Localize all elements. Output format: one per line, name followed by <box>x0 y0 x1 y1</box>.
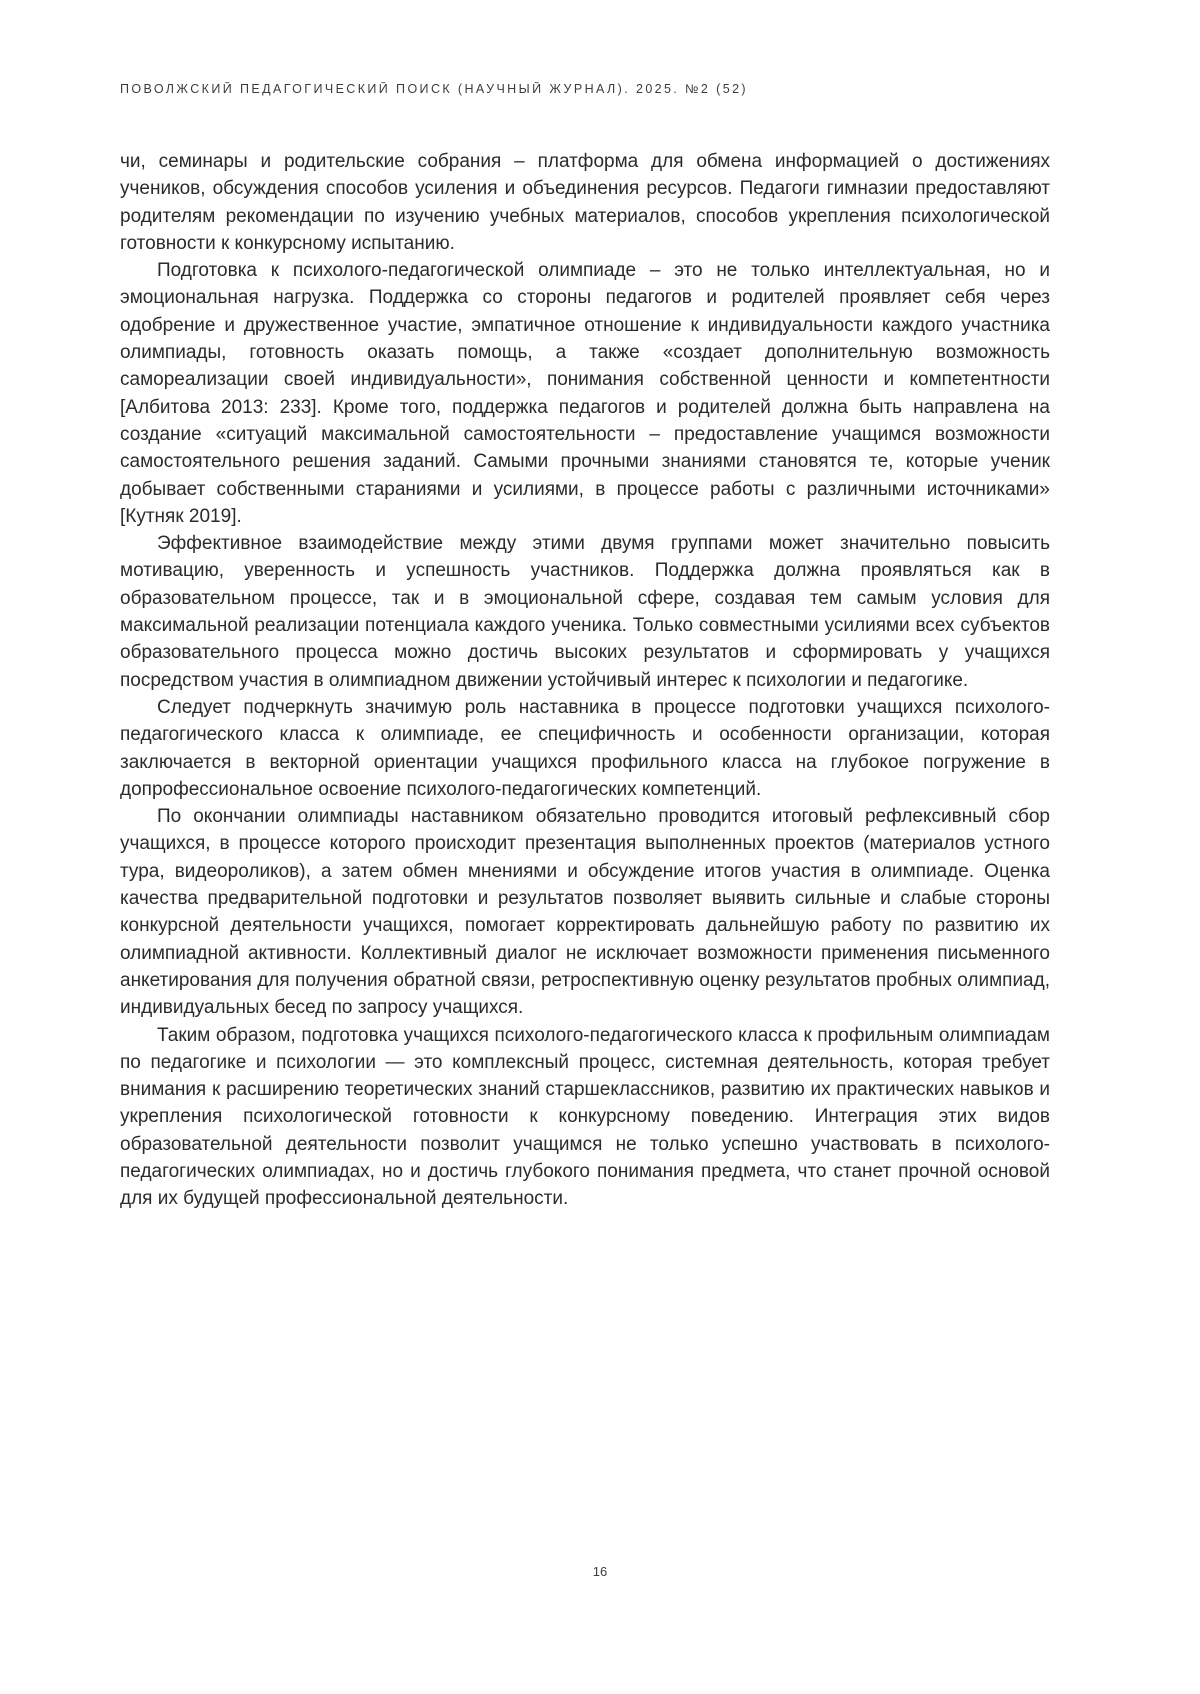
paragraph-conclusion: Таким образом, подготовка учащихся психолого-педагогического класса к профильным олимпиадам по педагогике и психологии — это комплексный процесс, системная деятельность, которая требует внимания к расширению теоретических знаний старшеклассников, развитию их практических навыков и укрепления психологической готовности к конкурсному поведению. Интеграция этих видов образовательной деятельности позволит учащимся не только успешно участвовать в психолого-педагогических олимпиадах, но и достичь глубокого понимания предмета, что станет прочной основой для их будущей профессиональной деятельности. <box>120 1024 1050 1210</box>
running-header: ПОВОЛЖСКИЙ ПЕДАГОГИЧЕСКИЙ ПОИСК (НАУЧНЫЙ ЖУРНАЛ). 2025. №2 (52) <box>120 82 748 96</box>
page-number: 16 <box>592 1564 608 1579</box>
paragraph: По окончании олимпиады наставником обязательно проводится итоговый рефлексивный сбор учащихся, в процессе которого происходит презентация выполненных проектов (материалов устного тура, видеороликов), а затем обмен мнениями и обсуждение итогов участия в олимпиаде. Оценка качества предварительной подготовки и результатов позволяет выявить сильные и слабые стороны конкурсной деятельности учащихся, помогает корректировать дальнейшую работу по развитию их олимпиадной активности. Коллективный диалог не исключает возможности применения письменного анкетирования для получения обратной связи, ретроспективную оценку результатов пробных олимпиад, индивидуальных бесед по запросу учащихся. <box>120 806 1050 1019</box>
paragraph-continuation: чи, семинары и родительские собрания – платформа для обмена информацией о достижениях учеников, обсуждения способов усиления и объединения ресурсов. Педагоги гимназии предоставляют родителям рекомендации по изучению учебных материалов, способов укрепления психологической готовности к конкурсному испытанию. <box>120 151 1050 254</box>
article-body <box>120 148 1050 1213</box>
paragraph: Следует подчеркнуть значимую роль наставника в процессе подготовки учащихся психолого-педагогического класса к олимпиаде, ее специфичность и особенности организации, которая заключается в векторной ориентации учащихся профильного класса на глубокое погружение в допрофессиональное освоение психолого-педагогических компетенций. <box>120 696 1050 800</box>
paragraph: Эффективное взаимодействие между этими двумя группами может значительно повысить мотивацию, уверенность и успешность участников. Поддержка должна проявляться как в образовательном процессе, так и в эмоциональной сфере, создавая тем самым условия для максимальной реализации потенциала каждого ученика. Только совместными усилиями всех субъектов образовательного процесса можно достичь высоких результатов и сформировать у учащихся посредством участия в олимпиадном движении устойчивый интерес к психологии и педагогике. <box>120 533 1050 691</box>
paragraph: Подготовка к психолого-педагогической олимпиаде – это не только интеллектуальная, но и эмоциональная нагрузка. Поддержка со стороны педагогов и родителей проявляет себя через одобрение и дружественное участие, эмпатичное отношение к индивидуальности каждого участника олимпиады, готовность оказать помощь, а также «создает дополнительную возможность самореализации своей индивидуальности», понимания собственной ценности и компетентности [Албитова 2013: 233]. Кроме того, поддержка педагогов и родителей должна быть направлена на создание «ситуаций максимальной самостоятельности – предоставление учащимся возможности самостоятельного решения заданий. Самыми прочными знаниями становятся те, которые ученик добывает собственными стараниями и усилиями, в процессе работы с различными источниками» [Кутняк 2019]. <box>120 260 1050 527</box>
